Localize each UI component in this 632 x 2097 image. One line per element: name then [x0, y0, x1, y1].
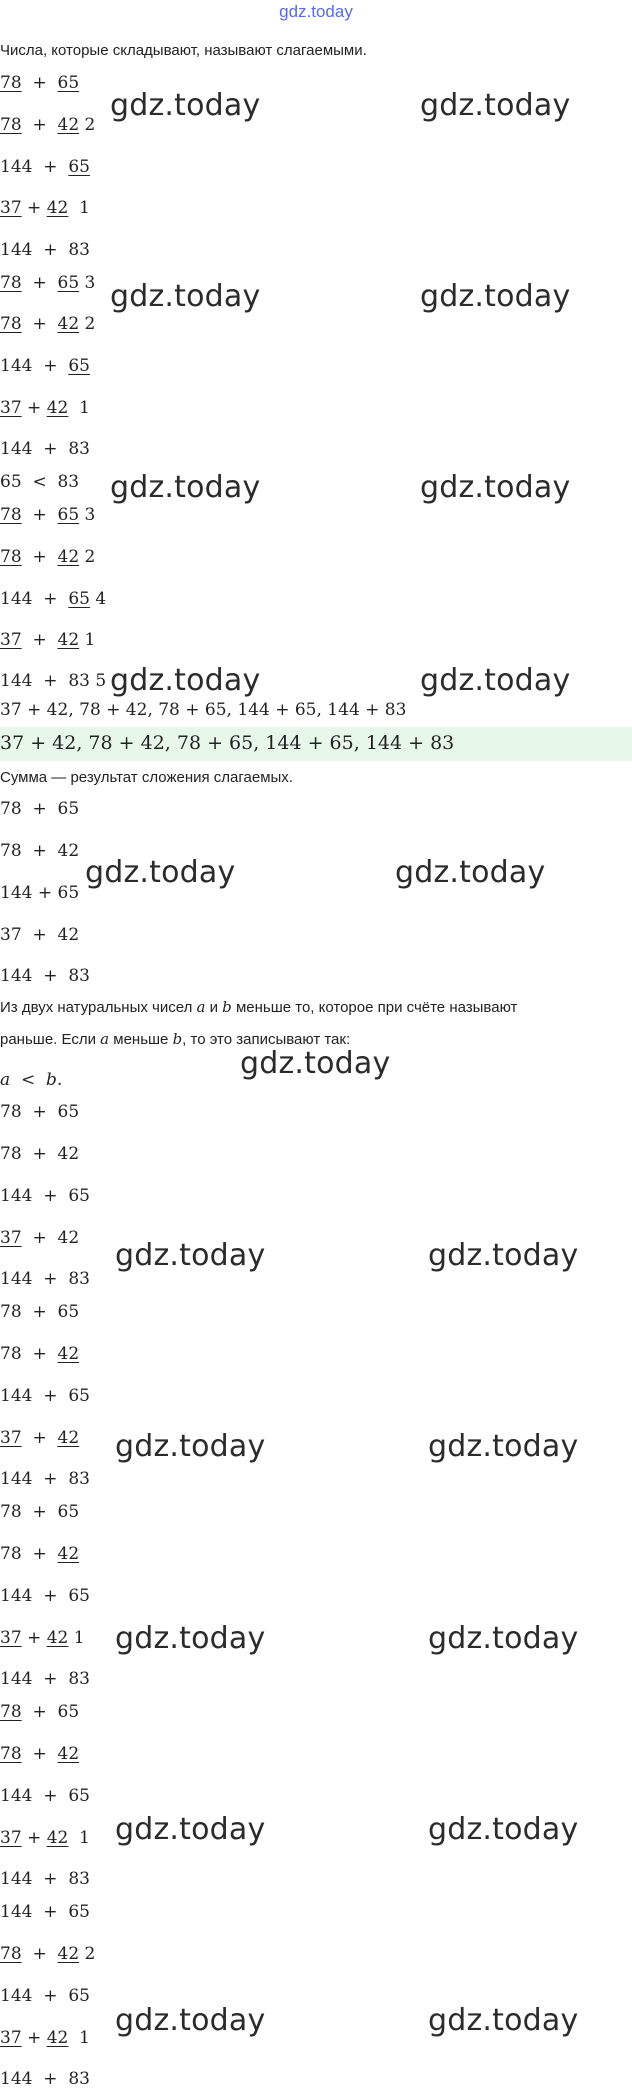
a-less-b: a < b.	[0, 1070, 63, 1090]
definition-less-2: раньше. Если a меньше b, то это записывают так:	[0, 1030, 351, 1048]
site-logo[interactable]: gdz.today	[279, 2, 353, 21]
expr-144-83: 144 + 83	[0, 1469, 90, 1489]
expr-144-83: 144 + 83 5	[0, 671, 107, 691]
expr-144-83: 144 + 83	[0, 2069, 90, 2089]
expr-144-65: 144 + 65	[0, 1786, 90, 1806]
expr-144-65: 144 + 65	[0, 883, 80, 903]
expr-78-65: 78 + 65	[0, 1502, 80, 1522]
watermark: gdz.today	[115, 2003, 266, 2038]
expr-78-42: 78 + 42	[0, 841, 80, 861]
expr-78-42: 78 + 42 2	[0, 1944, 96, 1964]
expr-37-42: 37 + 42 1	[0, 198, 90, 218]
expr-144-65: 144 + 65 4	[0, 589, 107, 609]
expr-78-65: 78 + 65	[0, 1102, 80, 1122]
expr-37-42: 37 + 42 1	[0, 2028, 90, 2048]
watermark: gdz.today	[395, 855, 546, 890]
expr-37-42: 37 + 42 1	[0, 1628, 85, 1648]
definition-less-1: Из двух натуральных чисел a и b меньше то, которое при счёте называют	[0, 998, 518, 1016]
expr-144-83: 144 + 83	[0, 1869, 90, 1889]
watermark: gdz.today	[115, 1812, 266, 1847]
expr-78-42: 78 + 42	[0, 1344, 80, 1364]
expr-78-65: 78 + 65	[0, 1302, 80, 1322]
watermark: gdz.today	[428, 2003, 579, 2038]
answer-list: 37 + 42, 78 + 42, 78 + 65, 144 + 65, 144 + 83	[0, 732, 455, 754]
compare-65-83: 65 < 83	[0, 472, 80, 492]
watermark: gdz.today	[428, 1429, 579, 1464]
watermark: gdz.today	[115, 1238, 266, 1273]
expr-37-42: 37 + 42 1	[0, 630, 96, 650]
ordered-list: 37 + 42, 78 + 42, 78 + 65, 144 + 65, 144 + 83	[0, 700, 407, 720]
expr-144-83: 144 + 83	[0, 1269, 90, 1289]
expr-144-65: 144 + 65	[0, 1186, 90, 1206]
watermark: gdz.today	[115, 1429, 266, 1464]
expr-144-65: 144 + 65	[0, 356, 90, 376]
expr-78-65: 78 + 65	[0, 1702, 80, 1722]
watermark: gdz.today	[420, 279, 571, 314]
watermark: gdz.today	[240, 1046, 391, 1081]
watermark: gdz.today	[110, 663, 261, 698]
expr-78-65: 78 + 65	[0, 799, 80, 819]
expr-78-65: 78 + 65 3	[0, 505, 96, 525]
expr-78-42: 78 + 42 2	[0, 115, 96, 135]
watermark: gdz.today	[420, 88, 571, 123]
expr-78-42: 78 + 42 2	[0, 547, 96, 567]
expr-144-65: 144 + 65	[0, 1586, 90, 1606]
definition-sum: Сумма — результат сложения слагаемых.	[0, 769, 293, 786]
expr-78-65: 144 + 65	[0, 1902, 90, 1922]
watermark: gdz.today	[420, 663, 571, 698]
watermark: gdz.today	[110, 88, 261, 123]
watermark: gdz.today	[428, 1812, 579, 1847]
expr-144-65: 144 + 65	[0, 1386, 90, 1406]
expr-37-42: 37 + 42	[0, 1228, 80, 1248]
expr-144-83: 144 + 83	[0, 439, 90, 459]
expr-144-83: 144 + 83	[0, 240, 90, 260]
watermark: gdz.today	[85, 855, 236, 890]
watermark: gdz.today	[110, 279, 261, 314]
expr-78-65: 78 + 65 3	[0, 273, 96, 293]
watermark: gdz.today	[110, 470, 261, 505]
watermark: gdz.today	[428, 1238, 579, 1273]
expr-78-42: 78 + 42	[0, 1144, 80, 1164]
expr-144-65: 144 + 65	[0, 1986, 90, 2006]
watermark: gdz.today	[420, 470, 571, 505]
expr-144-83: 144 + 83	[0, 966, 90, 986]
watermark: gdz.today	[115, 1621, 266, 1656]
definition-addends: Числа, которые складывают, называют слагаемыми.	[0, 42, 367, 59]
expr-78-42: 78 + 42	[0, 1744, 80, 1764]
expr-78-42: 78 + 42	[0, 1544, 80, 1564]
expr-37-42: 37 + 42 1	[0, 398, 90, 418]
expr-37-42: 37 + 42	[0, 925, 80, 945]
expr-78-65: 78 + 65	[0, 73, 80, 93]
expr-37-42: 37 + 42 1	[0, 1828, 90, 1848]
expr-37-42: 37 + 42	[0, 1428, 80, 1448]
expr-78-42: 78 + 42 2	[0, 314, 96, 334]
watermark: gdz.today	[428, 1621, 579, 1656]
expr-144-83: 144 + 83	[0, 1669, 90, 1689]
expr-144-65: 144 + 65	[0, 157, 90, 177]
